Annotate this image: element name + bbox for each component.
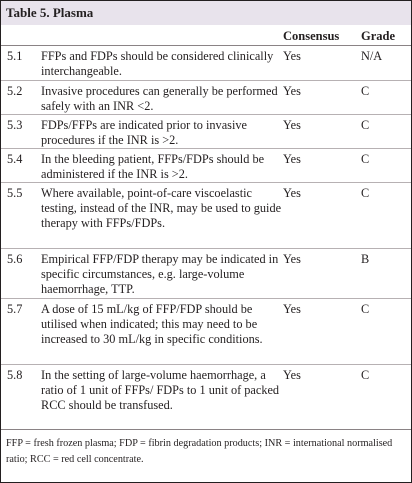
row-grade: C <box>361 302 370 316</box>
row-statement: FDPs/FFPs are indicated prior to invasive procedures if the INR is >2. <box>41 118 247 147</box>
row-statement: A dose of 15 mL/kg of FFP/FDP should be utilised when indicated; this may need to be increased to 30 mL/kg in specific conditions. <box>41 302 263 346</box>
row-statement: Where available, point-of-care viscoelastic testing, instead of the INR, may be used to guide therapy with FFPs/FDPs. <box>41 186 282 230</box>
table-row <box>1 149 411 183</box>
row-consensus: Yes <box>283 368 301 382</box>
row-number: 5.6 <box>7 252 23 266</box>
table-title-bar <box>1 1 411 25</box>
row-consensus: Yes <box>283 118 301 132</box>
row-consensus: Yes <box>283 252 301 266</box>
table-row <box>1 365 411 429</box>
row-consensus: Yes <box>283 186 301 200</box>
row-number: 5.2 <box>7 84 23 98</box>
row-consensus: Yes <box>283 49 301 63</box>
row-number: 5.3 <box>7 118 23 132</box>
row-grade: C <box>361 152 370 166</box>
table-footnote: FFP = fresh frozen plasma; FDP = fibrin degradation products; INR = international normalised ratio; RCC = red cell concentrate. <box>6 438 393 465</box>
table-title: Table 5. Plasma <box>6 5 94 20</box>
row-consensus: Yes <box>283 152 301 166</box>
row-consensus: Yes <box>283 84 301 98</box>
column-header-grade: Grade <box>361 29 396 43</box>
row-number: 5.7 <box>7 302 23 316</box>
row-grade: N/A <box>361 49 383 63</box>
row-grade: C <box>361 186 370 200</box>
table-row <box>1 115 411 149</box>
row-statement: In the setting of large-volume haemorrhage, a ratio of 1 unit of FFPs/ FDPs to 1 unit of packed RCC should be transfused. <box>41 368 280 412</box>
row-statement: Empirical FFP/FDP therapy may be indicated in specific circumstances, e.g. large-volume haemorrhage, TTP. <box>41 252 279 296</box>
row-grade: C <box>361 118 370 132</box>
row-statement: In the bleeding patient, FFPs/FDPs should be administered if the INR is >2. <box>41 152 265 181</box>
table-row <box>1 299 411 365</box>
row-number: 5.1 <box>7 49 23 63</box>
table-row <box>1 183 411 249</box>
row-number: 5.8 <box>7 368 23 382</box>
row-number: 5.5 <box>7 186 23 200</box>
table-row <box>1 249 411 299</box>
row-grade: C <box>361 84 370 98</box>
row-grade: B <box>361 252 370 266</box>
row-number: 5.4 <box>7 152 23 166</box>
table-row <box>1 46 411 81</box>
row-grade: C <box>361 368 370 382</box>
row-statement: FFPs and FDPs should be considered clinically interchangeable. <box>41 49 274 78</box>
footer-divider <box>1 429 411 430</box>
row-statement: Invasive procedures can generally be performed safely with an INR <2. <box>41 84 278 113</box>
row-consensus: Yes <box>283 302 301 316</box>
table-row <box>1 81 411 115</box>
column-header-consensus: Consensus <box>283 29 340 43</box>
